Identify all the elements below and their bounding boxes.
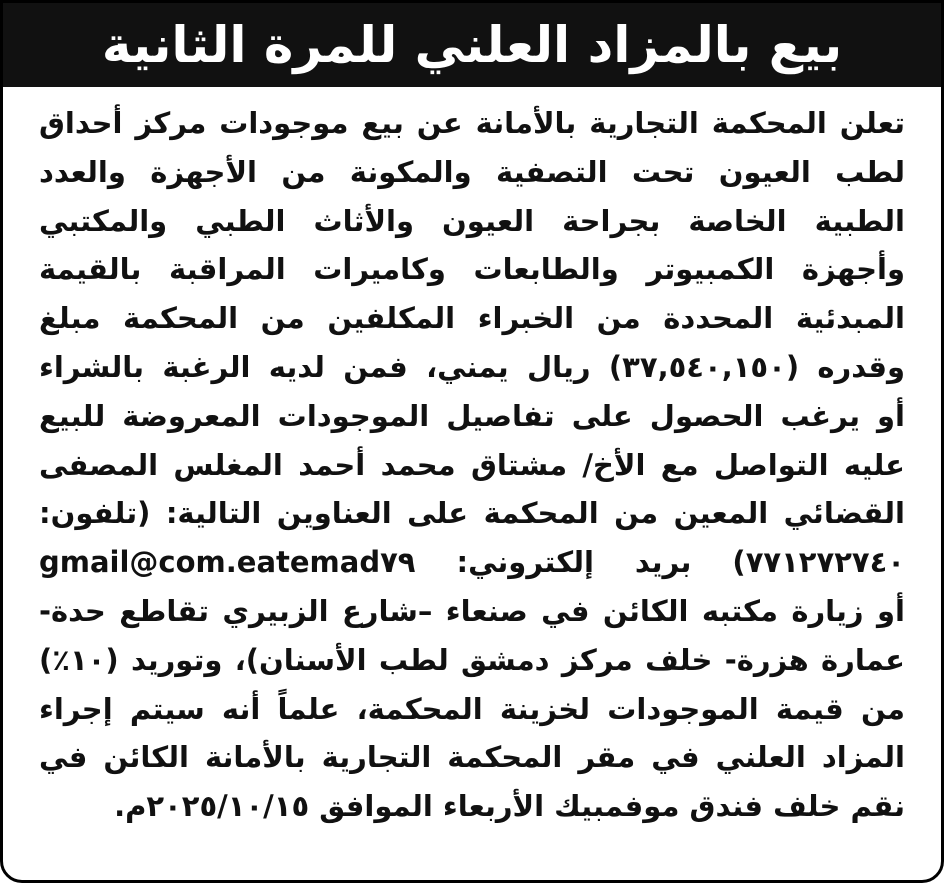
- notice-line: أو يرغب الحصول على تفاصيل الموجودات المعروضة للبيع: [39, 398, 905, 433]
- notice-line: وقدره (٣٧,٥٤٠,١٥٠) ريال يمني، فمن لديه الرغبة بالشراء: [39, 349, 905, 384]
- notice-line: عمارة هزرة- خلف مركز دمشق لطب الأسنان)، وتوريد (١٠٪): [39, 642, 905, 677]
- notice-line: المزاد العلني في مقر المحكمة التجارية بالأمانة الكائن في: [39, 740, 905, 775]
- notice-line: الطبية الخاصة بجراحة العيون والأثاث الطبي والمكتبي: [39, 203, 905, 238]
- notice-body: [39, 99, 905, 831]
- notice-line: أو زيارة مكتبه الكائن في صنعاء –شارع الزبيري تقاطع حدة-: [39, 593, 905, 628]
- notice-line-contact: ٧٧١٢٧٢٧٤٠) بريد إلكتروني: gmail@com.eatemad٧٩: [39, 545, 905, 580]
- notice-line: تعلن المحكمة التجارية بالأمانة عن بيع موجودات مركز أحداق: [39, 106, 905, 140]
- notice-line: من قيمة الموجودات لخزينة المحكمة، علماً أنه سيتم إجراء: [39, 691, 905, 726]
- notice-line: وأجهزة الكمبيوتر والطابعات وكاميرات المراقبة بالقيمة: [39, 252, 905, 287]
- notice-header: [3, 3, 941, 87]
- notice-title: بيع بالمزاد العلني للمرة الثانية: [101, 16, 843, 74]
- notice-line: عليه التواصل مع الأخ/ مشتاق محمد أحمد المغلس المصفى: [39, 447, 905, 482]
- notice-line-date: نقم خلف فندق موفمبيك الأربعاء الموافق ٢٠٢٥/١٠/١٥م.: [114, 789, 905, 824]
- notice-line: لطب العيون تحت التصفية والمكونة من الأجهزة والعدد: [39, 154, 905, 189]
- notice-line: القضائي المعين من المحكمة على العناوين التالية: (تلفون:: [39, 496, 905, 531]
- notice-line: المبدئية المحددة من الخبراء المكلفين من المحكمة مبلغ: [39, 301, 905, 336]
